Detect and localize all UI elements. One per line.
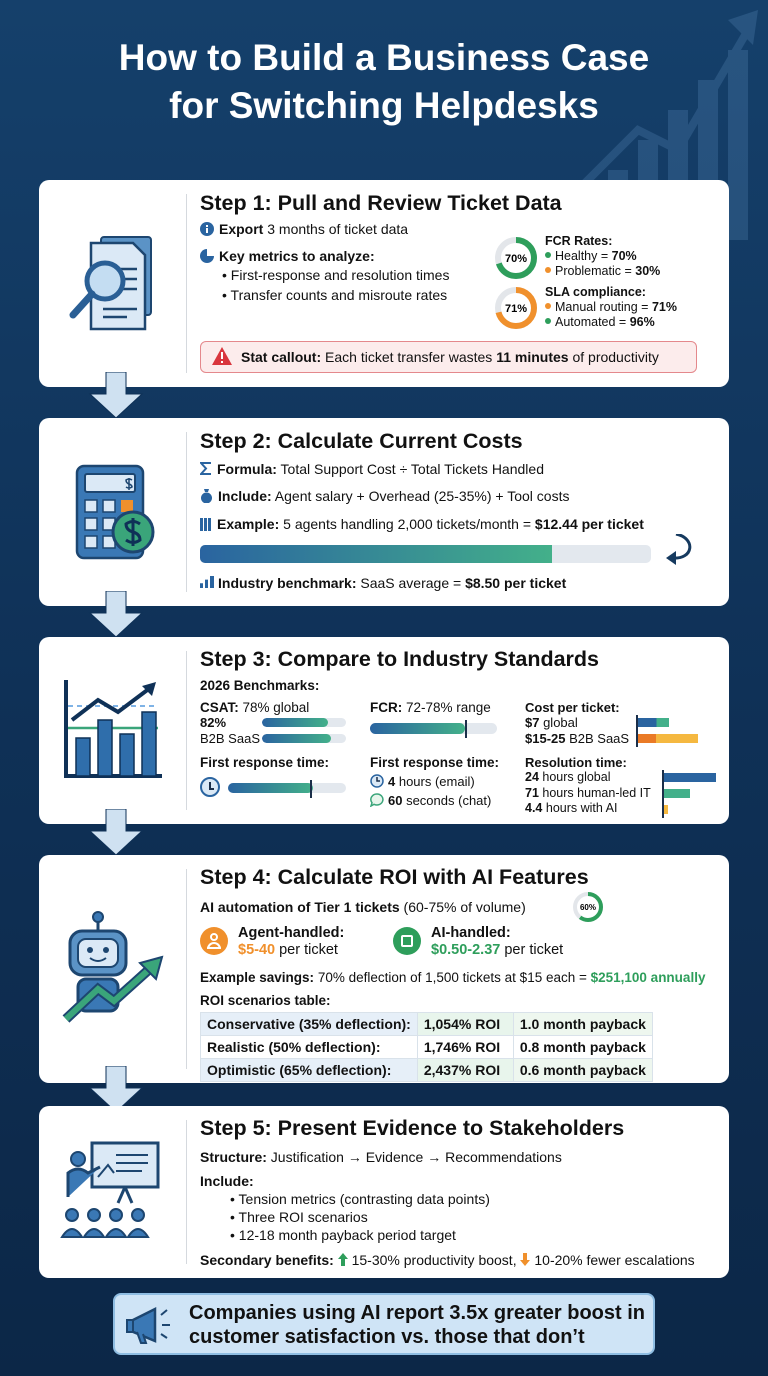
formula-label: Formula:: [217, 461, 277, 477]
frt-label: First response time:: [200, 755, 330, 770]
table-row: Optimistic (65% deflection): 2,437% ROI 0.6 month payback: [201, 1059, 653, 1082]
step-heading: Step 2: Calculate Current Costs: [200, 429, 523, 453]
fcr-text: 72-78% range: [402, 700, 491, 715]
structure-label: Structure:: [200, 1149, 267, 1165]
fcr-bar: [370, 723, 497, 734]
banner-line-1: Companies using AI report 3.5x greater boost in: [189, 1302, 646, 1324]
include-text: Agent salary + Overhead (25-35%) + Tool costs: [271, 488, 570, 504]
export-label: Export: [219, 221, 264, 237]
clock-icon: [370, 774, 384, 788]
agent-label: Agent-handled:: [238, 925, 345, 941]
down-arrow-icon: [520, 1253, 530, 1266]
formula-text: Total Support Cost ÷ Total Tickets Handled: [276, 461, 544, 477]
down-arrow-icon: [88, 372, 144, 418]
step-2-card: [39, 418, 729, 606]
metrics-label: Key metrics to analyze:: [219, 248, 375, 264]
title-line-1: How to Build a Business Case: [118, 37, 650, 78]
csat-b2b-label: B2B SaaS: [200, 731, 260, 746]
example-text: 5 agents handling 2,000 tickets/month =: [279, 516, 535, 532]
csat-text: 78% global: [238, 700, 310, 715]
productivity-benefit: 15-30% productivity boost,: [347, 1252, 517, 1268]
svg-text:70%: 70%: [504, 253, 528, 265]
step-4-card: Step 4: Calculate ROI with AI Features AI automation of Tier 1 tickets (60-75% of volume) 60% Agent-handled: $5-40 per ticket AI-handled: $0.50-2.37 per ticket Example savings: 70% deflection of 1,500 tickets at $15 each = $251,100 annually ROI scenarios table: Conservative (35% deflection): 1,054% ROI 1.0 month payback Realistic (50% deflection): 1,746% ROI 0.8 month payback Optimistic (65% deflection): 2,437% ROI 0.6 month payback: [39, 855, 729, 1083]
bullet-item: • 12-18 month payback period target: [230, 1227, 456, 1243]
warning-icon: [212, 347, 232, 365]
megaphone-icon: [125, 1305, 175, 1345]
include-label: Include:: [200, 1173, 254, 1189]
example-value: $12.44 per ticket: [534, 516, 644, 532]
presentation-audience-icon: [39, 1106, 187, 1278]
money-bag-icon: [200, 488, 213, 503]
calculator-icon: [200, 518, 212, 531]
benchmark-label: Industry benchmark:: [218, 575, 357, 591]
growth-chart-icon: [39, 637, 187, 824]
sigma-icon: [200, 462, 212, 475]
svg-text:71%: 71%: [504, 303, 528, 315]
step-heading: Step 5: Present Evidence to Stakeholders: [200, 1116, 625, 1140]
step-heading: Step 3: Compare to Industry Standards: [200, 647, 600, 671]
export-text: 3 months of ticket data: [263, 221, 409, 237]
pie-chart-icon: [200, 249, 214, 263]
calculator-dollar-icon: [39, 418, 187, 606]
benchmark-value: $8.50 per ticket: [465, 575, 567, 591]
sla-donut: [494, 286, 538, 330]
ai-label: AI-handled:: [431, 925, 511, 941]
step-heading: Step 4: Calculate ROI with AI Features: [200, 865, 589, 889]
roi-scenarios-table: [200, 1012, 653, 1082]
csat-82: 82%: [200, 715, 227, 730]
summary-banner: [113, 1293, 655, 1355]
bullet-item: • Transfer counts and misroute rates: [222, 287, 448, 303]
divider: [186, 869, 187, 1069]
csat-label: CSAT:: [200, 700, 239, 715]
cost-label: Cost per ticket:: [525, 700, 620, 715]
resolution-bar: [664, 789, 690, 798]
table-row: Realistic (50% deflection): 1,746% ROI 0.8 month payback: [201, 1036, 653, 1059]
page-title: [0, 34, 768, 130]
table-row: Conservative (35% deflection): 1,054% ROI 1.0 month payback: [201, 1013, 653, 1036]
clock-icon: [200, 777, 220, 797]
ai-cost: $0.50-2.37: [431, 942, 501, 958]
savings-text: 70% deflection of 1,500 tickets at $15 each =: [314, 970, 591, 985]
automation-text: (60-75% of volume): [399, 899, 526, 915]
bullet-item: • Tension metrics (contrasting data points): [230, 1191, 490, 1207]
step-1-card: [39, 180, 729, 387]
table-label: ROI scenarios table:: [200, 993, 331, 1008]
frt-bar: [228, 783, 346, 793]
fcr-label: FCR:: [370, 700, 403, 715]
down-arrow-icon: [88, 591, 144, 637]
resolution-label: Resolution time:: [525, 755, 627, 770]
cost-progress-bar: [200, 545, 651, 563]
savings-value: $251,100 annually: [590, 970, 706, 985]
cost-bars: [636, 715, 700, 747]
automation-label: AI automation of Tier 1 tickets: [200, 899, 400, 915]
savings-label: Example savings:: [200, 970, 315, 985]
fcr-rates-legend: FCR Rates: Healthy = 70% Problematic = 30%: [545, 234, 661, 278]
divider: [186, 1120, 187, 1264]
chat-bubble-icon: [370, 793, 384, 807]
curved-arrow-icon: [662, 534, 702, 570]
resolution-bars: [662, 770, 716, 818]
banner-line-2: customer satisfaction vs. those that don’t: [189, 1326, 585, 1348]
escalation-benefit: 10-20% fewer escalations: [530, 1252, 695, 1268]
divider: [186, 651, 187, 810]
step-5-card: [39, 1106, 729, 1278]
svg-text:60%: 60%: [579, 903, 597, 912]
document-search-icon: [39, 180, 187, 387]
include-label: Include:: [218, 488, 272, 504]
stat-callout: Stat callout: Each ticket transfer wastes 11 minutes of productivity: [200, 341, 697, 373]
example-label: Example:: [217, 516, 280, 532]
automation-donut: [572, 891, 604, 923]
resolution-bar: [664, 773, 716, 782]
secondary-benefits-label: Secondary benefits:: [200, 1252, 334, 1268]
csat-global-bar: [262, 718, 346, 727]
benchmark-text: SaaS average =: [356, 575, 466, 591]
divider: [186, 194, 187, 373]
resolution-list: 24 hours global 71 hours human-led IT 4.4 hours with AI: [525, 770, 651, 815]
csat-b2b-bar: [262, 734, 346, 743]
step-heading: Step 1: Pull and Review Ticket Data: [200, 191, 562, 215]
bar-chart-icon: [200, 576, 214, 588]
cost-b2b-bar: [638, 734, 698, 743]
benchmarks-subheading: 2026 Benchmarks:: [200, 678, 320, 693]
bullet-item: • Three ROI scenarios: [230, 1209, 368, 1225]
fcr-donut: [494, 236, 538, 280]
ai-chip-icon: [393, 927, 421, 955]
agent-cost: $5-40: [238, 942, 276, 958]
sla-legend: SLA compliance: Manual routing = 71% Automated = 96%: [545, 285, 677, 329]
title-line-2: for Switching Helpdesks: [169, 85, 599, 126]
robot-growth-icon: [39, 855, 187, 1083]
agent-icon: [200, 927, 228, 955]
resolution-bar: [664, 805, 668, 814]
cost-global-bar: [638, 718, 669, 727]
frt2-label: First response time:: [370, 755, 500, 770]
divider: [186, 432, 187, 592]
info-icon: [200, 222, 214, 236]
bullet-item: • First-response and resolution times: [222, 267, 450, 283]
up-arrow-icon: [338, 1253, 348, 1266]
step-3-card: Step 3: Compare to Industry Standards 2026 Benchmarks: CSAT: 78% global 82% B2B SaaS First response time: FCR: 72-78% range First response time: 4 hours (email) 60 seconds (chat) Cost per ticket: $7 global $15-25 B2B SaaS Resolution time: 24 hours global 71 hours human-led IT 4.4 hours with AI: [39, 637, 729, 824]
structure-text: Justification → Evidence → Recommendations: [266, 1149, 562, 1165]
down-arrow-icon: [88, 809, 144, 855]
